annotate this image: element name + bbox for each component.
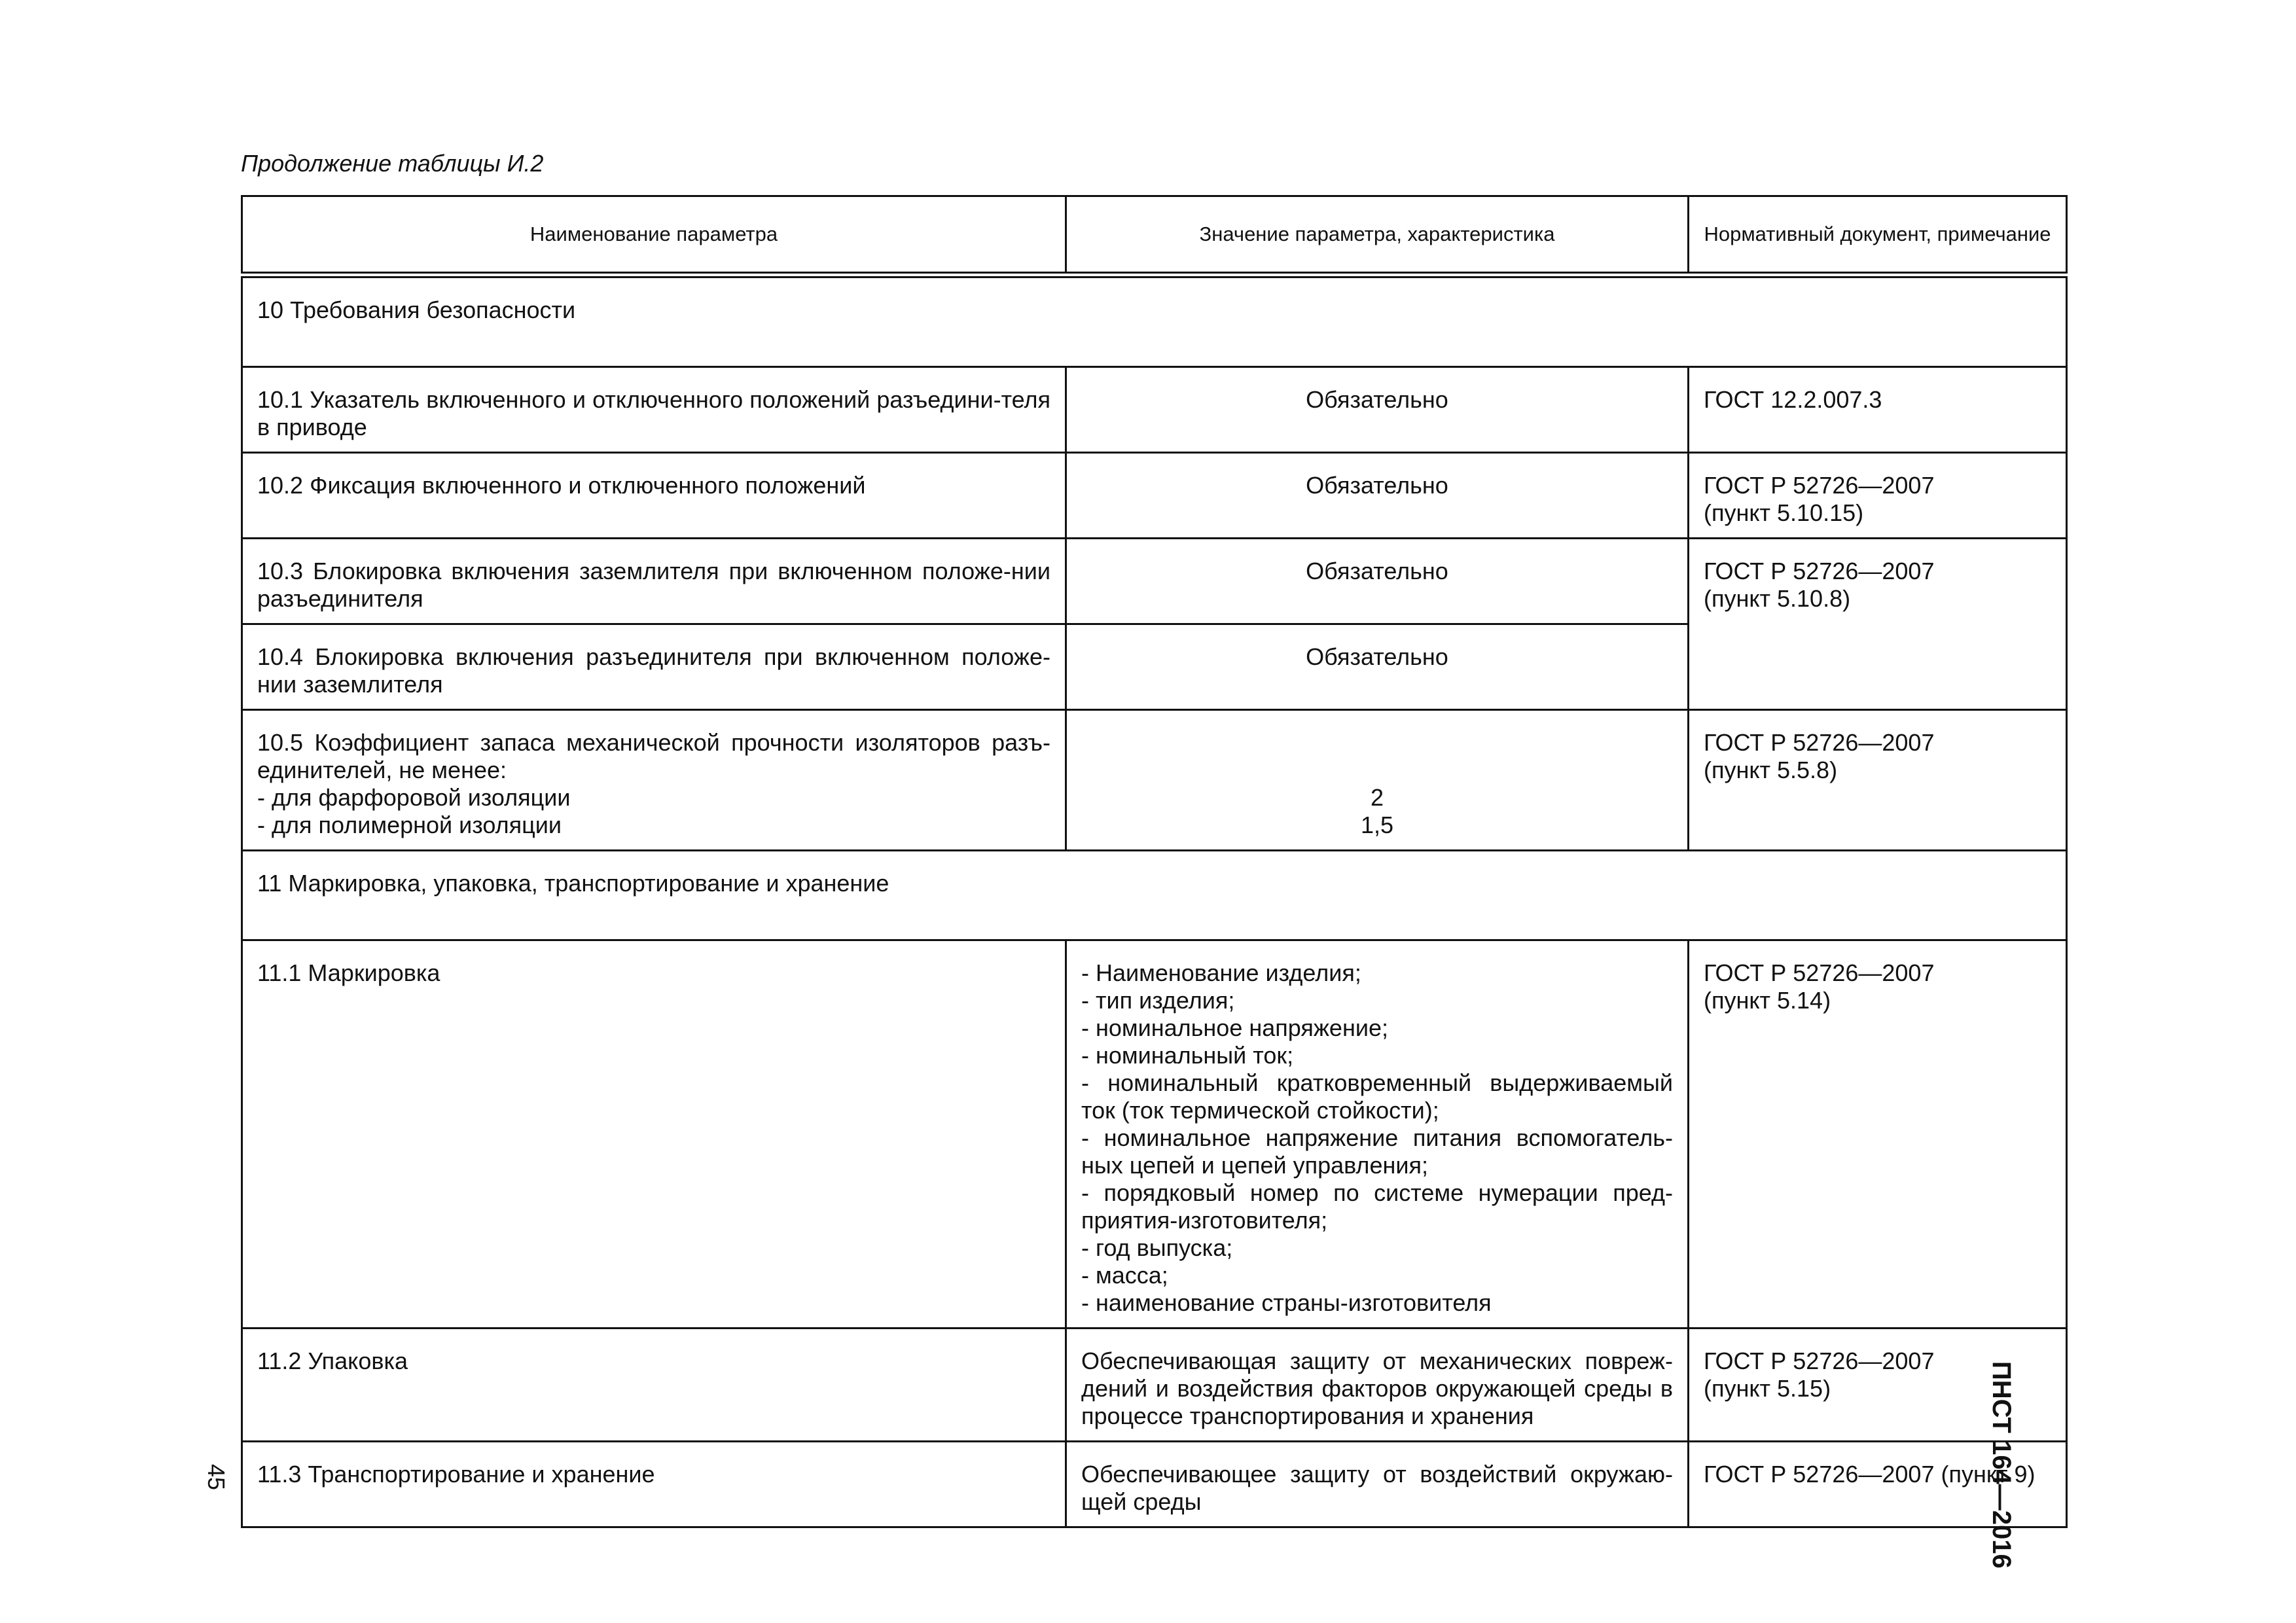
document-title: ГОСТ Р 52726—2007: [1704, 1347, 1935, 1374]
porcelain-value: 2: [1370, 784, 1384, 811]
normative-document: [1689, 710, 2067, 851]
list-item: - Наименование изделия;: [1081, 959, 1361, 986]
parameter-value: Обязательно: [1066, 624, 1689, 710]
page-number: 45: [203, 1463, 230, 1491]
list-item: - тип изделия;: [1081, 987, 1235, 1014]
document-clause: (пункт 5.10.8): [1704, 585, 1851, 612]
header-normative-document: Нормативный документ, примечание: [1689, 196, 2067, 276]
document-clause: (пункт 5.15): [1704, 1375, 1831, 1402]
section-title: 10 Требования безопасности: [242, 275, 2067, 367]
document-code: ПНСТ 164—2016: [1987, 1361, 2016, 1569]
parameter-name: 10.2 Фиксация включенного и отключенного положений: [242, 453, 1066, 539]
document-clause: (пункт 5.10.15): [1704, 499, 1864, 526]
header-parameter-name: Наименование параметра: [242, 196, 1066, 276]
table-row: [242, 940, 2067, 1329]
parameter-name: 10.3 Блокировка включения заземлителя при включенном положе-нии разъединителя: [242, 539, 1066, 624]
table-row: [242, 453, 2067, 539]
table-row: [242, 1442, 2067, 1527]
section-row-11: [242, 851, 2067, 940]
list-item: - год выпуска;: [1081, 1234, 1233, 1261]
normative-document: [1689, 453, 2067, 539]
table-row: [242, 1329, 2067, 1442]
parameter-value: [1066, 710, 1689, 851]
list-item: - номинальное напряжение;: [1081, 1014, 1388, 1041]
list-item: - для фарфоровой изоляции: [257, 784, 571, 811]
list-item: - номинальный кратковременный выдерживаемый ток (ток термической стойкости);: [1081, 1069, 1673, 1124]
polymer-value: 1,5: [1360, 812, 1394, 838]
normative-document: [1689, 539, 2067, 710]
parameter-value: [1066, 940, 1689, 1329]
document-title: ГОСТ Р 52726—2007: [1704, 729, 1935, 756]
list-item: - масса;: [1081, 1262, 1168, 1289]
table-header-row: [242, 196, 2067, 276]
section-title: 11 Маркировка, упаковка, транспортирование и хранение: [242, 851, 2067, 940]
table-row: [242, 710, 2067, 851]
list-item: - порядковый номер по системе нумерации пред-приятия-изготовителя;: [1081, 1179, 1673, 1234]
document-title: ГОСТ Р 52726—2007: [1704, 472, 1935, 499]
document-title: ГОСТ Р 52726—2007: [1704, 558, 1935, 584]
table-row: [242, 367, 2067, 453]
parameter-value: Обеспечивающая защиту от механических повреж-дений и воздействия факторов окружающей среды в процессе транспортирования и хранения: [1066, 1329, 1689, 1442]
parameter-name: 10.1 Указатель включенного и отключенного положений разъедини-теля в приводе: [242, 367, 1066, 453]
parameter-name: 11.1 Маркировка: [242, 940, 1066, 1329]
parameter-value: Обязательно: [1066, 453, 1689, 539]
parameter-value: Обеспечивающее защиту от воздействий окружаю-щей среды: [1066, 1442, 1689, 1527]
parameter-name-text: 10.5 Коэффициент запаса механической прочности изоляторов разъ-единителей, не менее:: [257, 729, 1050, 783]
list-item: - номинальный ток;: [1081, 1042, 1294, 1069]
list-item: - номинальное напряжение питания вспомогатель-ных цепей и цепей управления;: [1081, 1124, 1673, 1179]
table-row: [242, 539, 2067, 624]
section-row-10: [242, 275, 2067, 367]
document-clause: (пункт 5.5.8): [1704, 757, 1838, 783]
parameter-name: 11.2 Упаковка: [242, 1329, 1066, 1442]
parameter-name: 10.4 Блокировка включения разъединителя при включенном положе-нии заземлителя: [242, 624, 1066, 710]
parameter-value: Обязательно: [1066, 539, 1689, 624]
header-parameter-value: Значение параметра, характеристика: [1066, 196, 1689, 276]
document-title: ГОСТ Р 52726—2007: [1704, 959, 1935, 986]
list-item: - для полимерной изоляции: [257, 812, 562, 838]
parameter-name: 11.3 Транспортирование и хранение: [242, 1442, 1066, 1527]
parameter-value: Обязательно: [1066, 367, 1689, 453]
parameters-table: [241, 195, 2068, 1528]
parameter-name: [242, 710, 1066, 851]
table-caption: Продолжение таблицы И.2: [241, 150, 544, 177]
normative-document: [1689, 940, 2067, 1329]
document-clause: (пункт 5.14): [1704, 987, 1831, 1014]
normative-document: ГОСТ Р 52726—2007 (пункт 9): [1689, 1442, 2067, 1527]
list-item: - наименование страны-изготовителя: [1081, 1289, 1492, 1316]
normative-document: ГОСТ 12.2.007.3: [1689, 367, 2067, 453]
